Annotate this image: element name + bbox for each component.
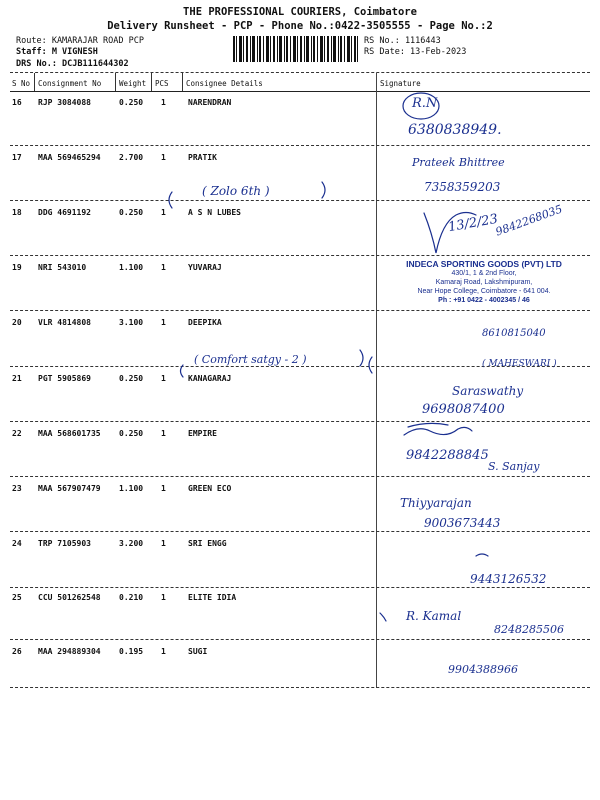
stamp-address-line: Near Hope College, Coimbatore - 641 004.: [417, 288, 551, 295]
row23-signature: Thiyyarajan: [400, 496, 472, 510]
stamp-company-name: INDECA SPORTING GOODS (PVT) LTD: [406, 259, 562, 269]
cell-pcs: 1: [161, 647, 166, 656]
cell-sno: 25: [12, 593, 22, 602]
cell-sno: 19: [12, 263, 22, 272]
cell-consignee: YUVARAJ: [188, 263, 222, 272]
company-title: THE PROFESSIONAL COURIERS, Coimbatore: [183, 6, 417, 18]
cell-pcs: 1: [161, 208, 166, 217]
cell-pcs: 1: [161, 539, 166, 548]
cell-pcs: 1: [161, 98, 166, 107]
col-consignment: Consignment No: [38, 79, 102, 88]
row21-signature: Saraswathy: [452, 384, 524, 398]
cell-consignee: GREEN ECO: [188, 484, 232, 493]
row25-signature: R. Kamal: [406, 609, 462, 623]
company-stamp: [384, 260, 584, 305]
rs-date: RS Date: 13-Feb-2023: [364, 47, 467, 57]
rs-number: RS No.: 1116443: [364, 36, 441, 46]
cell-pcs: 1: [161, 374, 166, 383]
row20-phone: 8610815040: [482, 328, 546, 339]
row17-phone: 7358359203: [424, 180, 501, 194]
cell-consignee: SRI ENGG: [188, 539, 227, 548]
row18-phone: 9842268035: [493, 202, 565, 239]
cell-weight: 0.195: [119, 647, 144, 656]
stamp-phone: Ph : +91 0422 - 4002345 / 46: [438, 297, 530, 304]
cell-consignee: KANAGARAJ: [188, 374, 232, 383]
row16-phone: 6380838949.: [408, 122, 502, 138]
cell-consignment: TRP 7105903: [38, 539, 91, 548]
row21-phone: 9698087400: [422, 402, 505, 417]
cell-sno: 21: [12, 374, 22, 383]
stamp-address-line: 430/1, 1 & 2nd Floor,: [451, 270, 517, 277]
cell-sno: 18: [12, 208, 22, 217]
cell-weight: 0.250: [119, 98, 144, 107]
cell-weight: 2.700: [119, 153, 144, 162]
cell-consignee: EMPIRE: [188, 429, 217, 438]
runsheet-subtitle: Delivery Runsheet - PCP - Phone No.:0422-3505555 - Page No.:2: [107, 20, 493, 32]
drs-label: DRS No.: DCJB111644302: [16, 59, 129, 69]
stamp-address-line: Kamaraj Road, Lakshmipuram,: [435, 279, 533, 286]
cell-consignee: ELITE IDIA: [188, 593, 237, 602]
row24-phone: 9443126532: [470, 572, 547, 586]
row25-phone: 8248285506: [494, 623, 564, 636]
cell-sno: 16: [12, 98, 22, 107]
row26-phone: 9904388966: [448, 663, 518, 676]
cell-weight: 3.100: [119, 318, 144, 327]
row18-note: ( Zolo 6th ): [202, 184, 270, 198]
cell-weight: 0.250: [119, 208, 144, 217]
col-sno: S No: [12, 79, 31, 88]
cell-sno: 26: [12, 647, 22, 656]
cell-consignment: MAA 569465294: [38, 153, 101, 162]
cell-pcs: 1: [161, 593, 166, 602]
cell-weight: 0.210: [119, 593, 144, 602]
col-signature: Signature: [380, 79, 421, 88]
cell-consignment: DDG 4691192: [38, 208, 91, 217]
cell-consignee: PRATIK: [188, 153, 217, 162]
cell-sno: 20: [12, 318, 22, 327]
row18-date: 13/2/23: [447, 211, 500, 236]
col-consignee: Consignee Details: [186, 79, 263, 88]
cell-consignment: CCU 501262548: [38, 593, 101, 602]
cell-consignment: MAA 568601735: [38, 429, 101, 438]
cell-pcs: 1: [161, 318, 166, 327]
staff-label: Staff: M VIGNESH: [16, 47, 98, 57]
cell-pcs: 1: [161, 153, 166, 162]
cell-weight: 0.250: [119, 374, 144, 383]
row16-signature: R.N: [412, 96, 438, 111]
cell-weight: 0.250: [119, 429, 144, 438]
cell-consignment: MAA 294889304: [38, 647, 101, 656]
cell-consignment: RJP 3084088: [38, 98, 91, 107]
cell-consignment: VLR 4814808: [38, 318, 91, 327]
cell-consignment: NRI 543010: [38, 263, 87, 272]
cell-weight: 1.100: [119, 484, 144, 493]
col-pcs: PCS: [155, 79, 169, 88]
cell-consignee: DEEPIKA: [188, 318, 222, 327]
cell-consignee: A S N LUBES: [188, 208, 241, 217]
cell-sno: 23: [12, 484, 22, 493]
row20-name: ( MAHESWARI ): [482, 359, 557, 369]
cell-consignment: PGT 5905869: [38, 374, 91, 383]
row22-signature: S. Sanjay: [488, 460, 540, 473]
cell-consignee: NARENDRAN: [188, 98, 232, 107]
cell-sno: 24: [12, 539, 22, 548]
cell-consignee: SUGI: [188, 647, 208, 656]
cell-pcs: 1: [161, 484, 166, 493]
row22-phone: 9842288845: [406, 448, 489, 463]
cell-pcs: 1: [161, 263, 166, 272]
cell-sno: 17: [12, 153, 22, 162]
cell-pcs: 1: [161, 429, 166, 438]
col-weight: Weight: [119, 79, 147, 88]
row23-phone: 9003673443: [424, 516, 501, 530]
route-label: Route: KAMARAJAR ROAD PCP: [16, 36, 144, 46]
cell-sno: 22: [12, 429, 22, 438]
row17-signature: Prateek Bhittree: [412, 156, 505, 169]
cell-weight: 1.100: [119, 263, 144, 272]
row20-note: ( Comfort satgy - 2 ): [194, 353, 307, 366]
cell-weight: 3.200: [119, 539, 144, 548]
cell-consignment: MAA 567907479: [38, 484, 101, 493]
